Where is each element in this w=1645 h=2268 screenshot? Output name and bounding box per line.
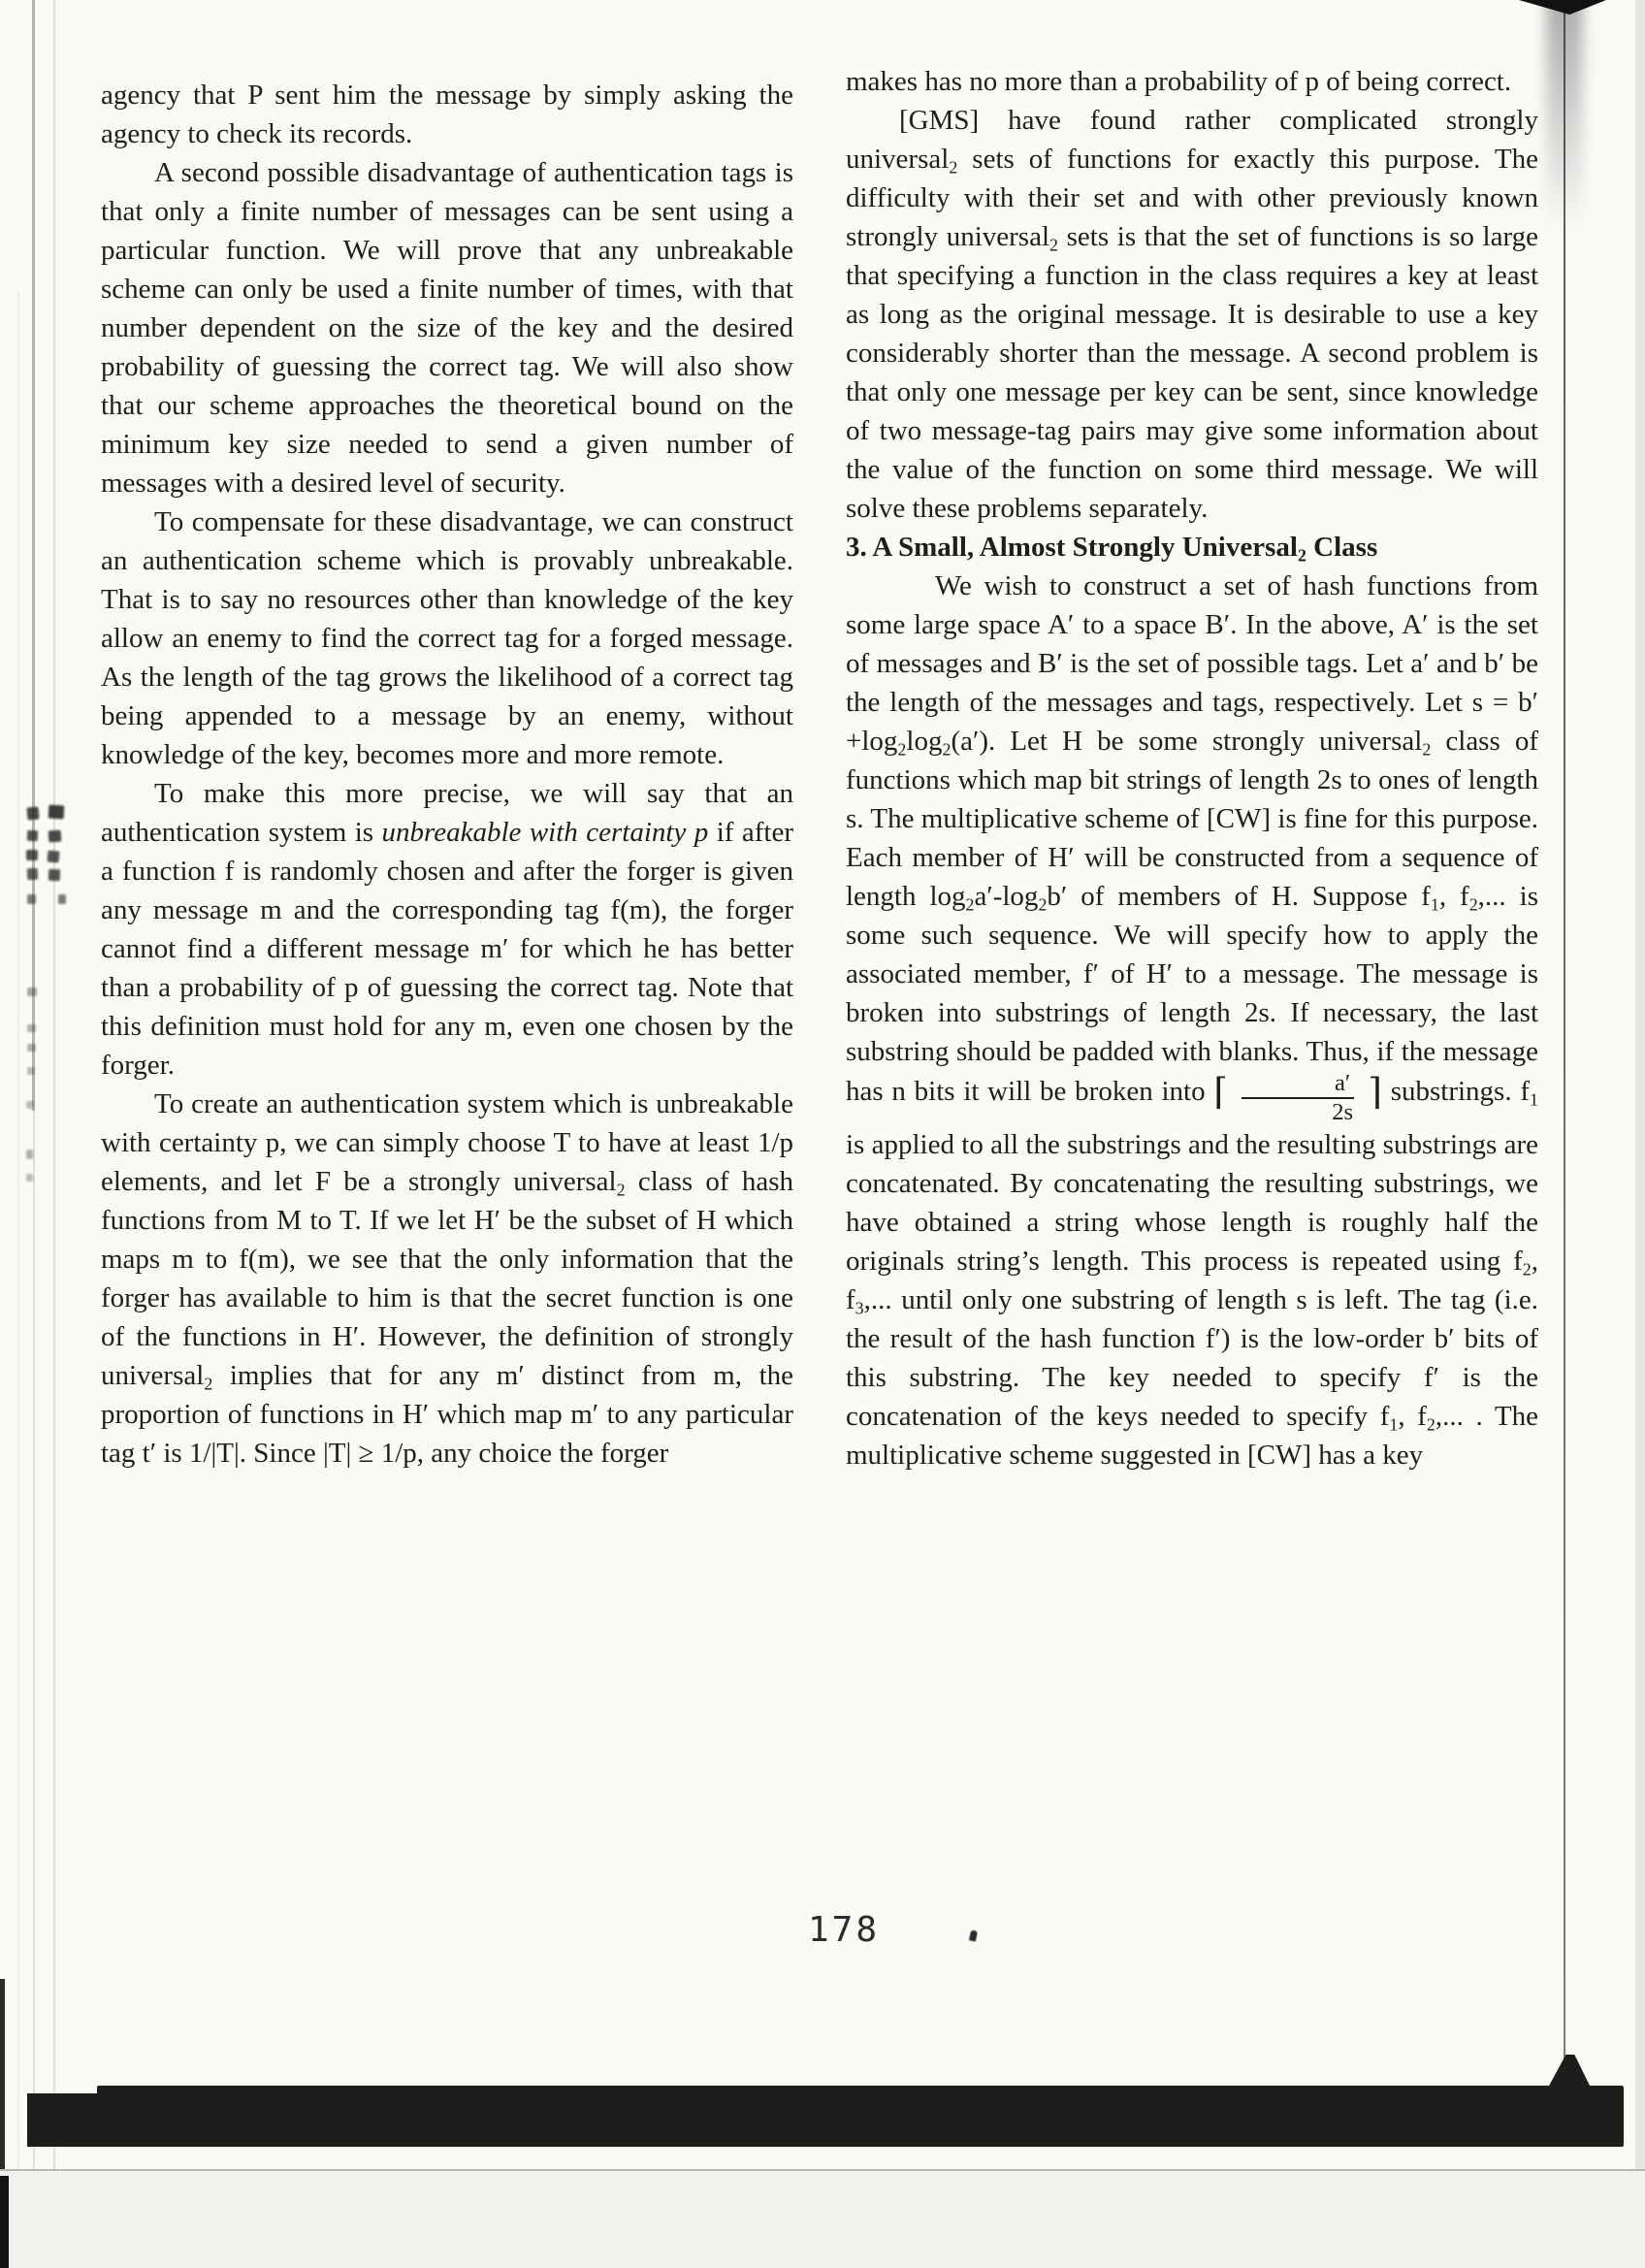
page-number: 178: [808, 1910, 881, 1950]
margin-smudge: [27, 1067, 35, 1075]
left-edge-line-3: [17, 291, 19, 2169]
margin-smudge: [48, 805, 65, 820]
left-edge-dark-strip: [0, 1979, 5, 2169]
margin-smudge: [27, 988, 37, 996]
left-edge-line-dark: [32, 0, 35, 1111]
margin-smudge: [27, 894, 36, 904]
right-text-column: [846, 62, 1538, 1474]
bottom-left-corner-strip: [0, 2176, 9, 2268]
margin-smudge: [26, 1150, 33, 1159]
margin-smudge: [27, 1024, 36, 1032]
left-edge-line-2: [53, 0, 55, 2169]
left-edge-line-faint: [33, 1111, 35, 2170]
paragraph: We wish to construct a set of hash functions from some large space A′ to a space B′. In the above, A′ is the set of messages and B′ is the set of possible tags. Let a′ and b′ be the length of the messages and tags, respectively. Let $s = b'+\log_2\log_2(a')$. Let H be some strongly universal$_2$ class of functions which map bit strings of length 2s to ones of length s. The multiplicative scheme of [CW] is fine for this purpose. Each member of H′ will be constructed from a sequence of length $\log_2a'-\log_2b'$ of members of H. Suppose $f_1$, $f_2$,... is some such sequence. We will specify how to apply the associated member, f′ of H′ to a message. The message is broken into substrings of length 2s. If necessary, the last substring should be padded with blanks. Thus, if the message has n bits it will be broken into ⌈ $\frac{a'}{2s}$ ⌉ substrings. $f_1$ is applied to all the substrings and the resulting substrings are concatenated. By concatenating the resulting substrings, we have obtained a string whose length is roughly half the originals string’s length. This process is repeated using $f_2$, $f_3$,... until only one substring of length s is left. The tag (i.e. the result of the hash function f′) is the low-order b′ bits of this substring. The key needed to specify f′ is the concatenation of the keys needed to specify $f_1$, $f_2$,... . The multiplicative scheme suggested in [CW] has a key: [846, 570, 1539, 1471]
paragraph: To compensate for these disadvantage, we can construct an authentication scheme which is provably unbreakable. That is to say no resources other than knowledge of the key allow an enemy to find the correct tag for a forged message. As the length of the tag grows the likelihood of a correct tag being appended to a message by an enemy, without knowledge of the key, becomes more and more remote.: [101, 506, 793, 770]
margin-smudge: [26, 807, 39, 821]
margin-smudge: [26, 1101, 34, 1109]
margin-smudge: [26, 1174, 33, 1182]
ceiling-fraction: $\frac{a'}{2s}$: [1242, 1071, 1354, 1125]
margin-smudge: [47, 850, 59, 862]
paragraph: [GMS] have found rather complicated strongly universal$_2$ sets of functions for exactly this purpose. The difficulty with their set and with other previously known strongly universal$_2$ sets is that the set of functions is so large that specifying a function in the class requires a key at least as long as the original message. It is desirable to use a key considerably shorter than the message. A second problem is that only one message per key can be sent, since knowledge of two message-tag pairs may give some information about the value of the function on some third message. We will solve these problems separately.: [846, 105, 1538, 524]
left-text-column: [101, 76, 793, 1473]
paragraph: agency that P sent him the message by simply asking the agency to check its records.: [101, 80, 793, 149]
margin-smudge: [27, 868, 39, 881]
paragraph: To create an authentication system which is unbreakable with certainty p, we can simply choose T to have at least 1/p elements, and let F be a strongly universal$_2$ class of hash functions from M to T. If we let H′ be the subset of H which maps m to f(m), we see that the only information that the forger has available to him is that the secret function is one of the functions in H′. However, the definition of strongly universal$_2$ implies that for any m′ distinct from m, the proportion of functions in H′ which map m′ to any particular tag t′ is 1/|T|. Since |T| ≥ 1/p, any choice the forger: [101, 1088, 793, 1469]
bottom-scan-bar-flare: [1548, 2055, 1591, 2088]
page-crease-line: [1564, 12, 1565, 2088]
margin-smudge: [58, 894, 66, 904]
right-background-strip: [1635, 0, 1645, 2268]
margin-smudge: [27, 1044, 36, 1052]
scanner-background: [0, 2171, 1645, 2268]
paragraph: makes has no more than a probability of p of being correct.: [846, 66, 1512, 97]
margin-smudge: [48, 869, 60, 881]
bottom-scan-bar: [97, 2086, 1624, 2147]
margin-smudge: [48, 830, 62, 843]
top-right-corner-mark: [1519, 0, 1606, 15]
section-heading: 3. A Small, Almost Strongly Universal$_2$ Class: [846, 532, 1378, 566]
footer-speck: [969, 1929, 978, 1941]
bottom-scan-bar-left: [27, 2093, 116, 2147]
margin-smudge: [27, 830, 38, 841]
paragraph: To make this more precise, we will say that an authentication system is unbreakable with certainty p if after a function f is randomly chosen and after the forger is given any message m and the corresponding tag f(m), the forger cannot find a different message m′ for which he has better than a probability of p of guessing the correct tag. Note that this definition must hold for any m, even one chosen by the forger.: [101, 778, 793, 1081]
paragraph: A second possible disadvantage of authentication tags is that only a finite number of messages can be sent using a particular function. We will prove that any unbreakable scheme can only be used a finite number of times, with that number dependent on the size of the key and the desired probability of guessing the correct tag. We will also show that our scheme approaches the theoretical bound on the minimum key size needed to send a given number of messages with a desired level of security.: [101, 157, 793, 499]
margin-smudge: [26, 850, 38, 860]
